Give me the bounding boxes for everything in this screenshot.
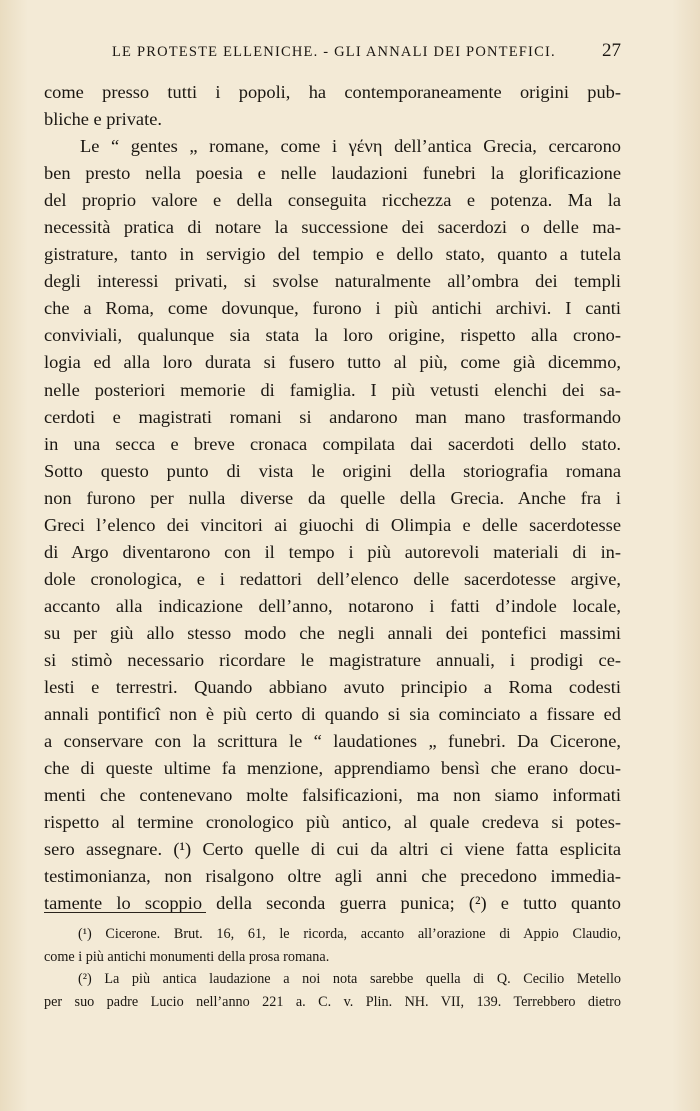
footnote-line: (¹) Cicerone. Brut. 16, 61, le ricorda, accanto all’orazione di Appio Claudio,: [78, 926, 621, 942]
main-text: [44, 79, 621, 917]
text-line: rispetto al termine cronologico più antico, al quale credeva si potes-: [44, 812, 621, 833]
text-line: che a Roma, come dovunque, furono i più antichi archivi. I canti: [44, 298, 621, 319]
text-line: tamente lo scoppio della seconda guerra punica; (²) e tutto quanto: [44, 893, 621, 914]
text-line: annali pontificî non è più certo di quando si sia cominciato a fissare ed: [44, 704, 621, 725]
page-number: 27: [602, 40, 621, 61]
text-line: lesti e terrestri. Quando abbiano avuto principio a Roma codesti: [44, 677, 621, 698]
text-line: testimonianza, non risalgono oltre agli anni che precedono immedia-: [44, 866, 621, 887]
text-line: degli interessi privati, si svolse naturalmente all’ombra dei templi: [44, 271, 621, 292]
text-line: logia ed alla loro durata si fusero tutto al più, come già dicemmo,: [44, 352, 621, 373]
text-line: dole cronologica, e i redattori dell’elenco delle sacerdotesse argive,: [44, 568, 621, 589]
text-line: di Argo diventarono con il tempo i più autorevoli materiali di in-: [44, 541, 621, 562]
text-line: nelle posteriori memorie di famiglia. I più vetusti elenchi dei sa-: [44, 379, 621, 400]
text-line: accanto alla indicazione dell’anno, notarono i fatti d’indole locale,: [44, 595, 621, 616]
text-line: su per giù allo stesso modo che negli annali dei pontefici massimi: [44, 622, 621, 643]
text-line: necessità pratica di notare la successione dei sacerdozi o delle ma-: [44, 217, 621, 238]
text-line: gistrature, tanto in servigio del tempio e dello stato, quanto a tutela: [44, 244, 621, 265]
text-line: non furono per nulla diverse da quelle della Grecia. Anche fra i: [44, 487, 621, 508]
text-line: Le “ gentes „ romane, come i γένη dell’antica Grecia, cercarono: [80, 136, 621, 157]
text-line: conviviali, qualunque sia stata la loro origine, rispetto alla crono-: [44, 325, 621, 346]
text-line: sero assegnare. (¹) Certo quelle di cui da altri ci viene fatta esplicita: [44, 839, 621, 860]
footnote-line: (²) La più antica laudazione a noi nota sarebbe quella di Q. Cecilio Metello: [78, 971, 621, 987]
text-line: Greci l’elenco dei vincitori ai giuochi di Olimpia e delle sacerdotesse: [44, 514, 621, 535]
text-line: cerdoti e magistrati romani si andarono man mano trasformando: [44, 406, 621, 427]
text-line: Sotto questo punto di vista le origini della storiografia romana: [44, 460, 621, 481]
text-line: del proprio valore e della conseguita ricchezza e potenza. Ma la: [44, 190, 621, 211]
text-line: si stimò necessario ricordare le magistrature annuali, i prodigi ce-: [44, 649, 621, 670]
text-line: in una secca e breve cronaca compilata dai sacerdoti dello stato.: [44, 433, 621, 454]
footnote-divider: [44, 912, 206, 913]
text-line: menti che contenevano molte falsificazioni, ma non siamo informati: [44, 785, 621, 806]
text-line: bliche e private.: [44, 109, 162, 130]
footnotes: [44, 923, 621, 1013]
text-line: come presso tutti i popoli, ha contemporaneamente origini pub-: [44, 82, 621, 102]
running-title: LE PROTESTE ELLENICHE. - GLI ANNALI DEI PONTEFICI.: [112, 44, 556, 60]
text-line: a conservare con la scrittura le “ laudationes „ funebri. Da Cicerone,: [44, 731, 621, 752]
text-line: che di queste ultime fa menzione, apprendiamo bensì che erano docu-: [44, 758, 621, 779]
footnote-line: come i più antichi monumenti della prosa romana.: [44, 948, 330, 965]
running-head: [44, 42, 621, 66]
text-line: ben presto nella poesia e nelle laudazioni funebri la glorificazione: [44, 163, 621, 184]
footnote-line: per suo padre Lucio nell’anno 221 a. C. v. Plin. NH. VII, 139. Terrebbero dietro: [44, 993, 621, 1010]
